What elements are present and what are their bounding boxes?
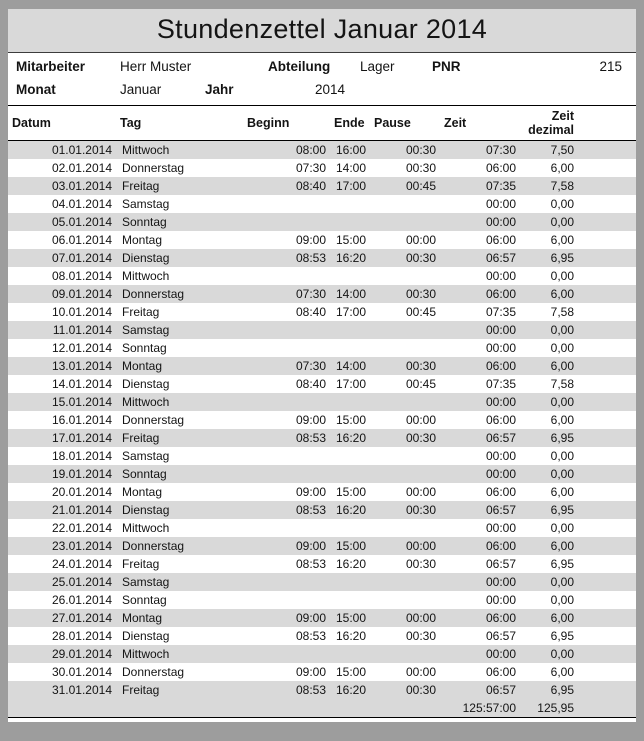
beginn-cell: [243, 393, 330, 411]
pause-cell: 00:00: [405, 484, 436, 499]
zeit-cell: 00:00: [440, 465, 520, 483]
jahr-value: 2014: [315, 82, 346, 98]
ende-cell: 16:20: [335, 556, 366, 571]
jahr-label: Jahr: [205, 82, 234, 98]
pause-cell: [370, 573, 440, 591]
pause-cell: [370, 393, 440, 411]
pause-cell: 00:45: [370, 177, 440, 195]
table-row: [8, 177, 636, 195]
pause-cell: [370, 267, 440, 285]
tag-cell: Samstag: [122, 196, 170, 211]
pause-cell: 00:00: [370, 609, 440, 627]
header-datum: Datum: [8, 106, 116, 141]
table-row: [8, 195, 636, 213]
pause-cell: 00:45: [405, 376, 436, 391]
table-row: [8, 501, 636, 519]
pause-cell: 00:30: [370, 501, 440, 519]
datum-cell: 20.01.2014: [51, 484, 112, 499]
datum-cell: 31.01.2014: [8, 681, 116, 699]
page-title: Stundenzettel Januar 2014: [156, 14, 488, 44]
beginn-cell: [243, 573, 330, 591]
ende-cell: 16:00: [330, 141, 370, 160]
mitarbeiter-label: Mitarbeiter: [16, 59, 86, 75]
zeit-dezimal-cell: 0,00: [550, 448, 574, 463]
table-row: [8, 321, 636, 339]
zeit-dezimal-cell: 0,00: [550, 340, 574, 355]
tag-cell: Donnerstag: [116, 537, 243, 555]
pause-cell: 00:30: [405, 556, 436, 571]
zeit-cell: 00:00: [440, 393, 520, 411]
datum-cell: 28.01.2014: [51, 628, 112, 643]
tag-cell: Samstag: [116, 321, 243, 339]
beginn-cell: 09:00: [295, 484, 326, 499]
beginn-cell: 09:00: [295, 412, 326, 427]
pause-cell: 00:30: [370, 681, 440, 699]
pause-cell: [370, 591, 440, 609]
zeit-dezimal-cell: 0,00: [520, 645, 636, 663]
datum-cell: 27.01.2014: [8, 609, 116, 627]
pause-cell: [370, 519, 440, 537]
ende-cell: 15:00: [330, 609, 370, 627]
beginn-cell: 07:30: [243, 285, 330, 303]
tag-cell: Donnerstag: [122, 412, 185, 427]
ende-cell: [330, 519, 370, 537]
datum-cell: 11.01.2014: [8, 321, 116, 339]
zeit-dezimal-cell: 0,00: [520, 393, 636, 411]
beginn-cell: 09:00: [243, 609, 330, 627]
ende-cell: 16:20: [330, 249, 370, 267]
tag-cell: Montag: [122, 484, 163, 499]
tag-cell: Donnerstag: [116, 285, 243, 303]
table-row: [8, 681, 636, 699]
beginn-cell: [243, 447, 330, 465]
beginn-cell: 08:53: [243, 249, 330, 267]
datum-cell: 12.01.2014: [51, 340, 112, 355]
ende-cell: [330, 393, 370, 411]
zeit-cell: 06:57: [440, 429, 520, 447]
table-row: [8, 447, 636, 465]
ende-cell: 14:00: [335, 160, 366, 175]
zeit-cell: 07:35: [440, 177, 520, 195]
table-row: [8, 519, 636, 537]
beginn-cell: 08:40: [295, 304, 326, 319]
datum-cell: 24.01.2014: [51, 556, 112, 571]
pause-cell: 00:30: [405, 160, 436, 175]
table-row: [8, 555, 636, 573]
zeit-dezimal-cell: 6,00: [520, 285, 636, 303]
tag-cell: Montag: [116, 609, 243, 627]
header-beginn: Beginn: [243, 106, 330, 141]
ende-cell: 15:00: [330, 537, 370, 555]
zeit-cell: 06:57: [440, 681, 520, 699]
tag-cell: Mittwoch: [116, 141, 243, 160]
tag-cell: Dienstag: [122, 376, 170, 391]
ende-cell: 15:00: [335, 232, 366, 247]
pause-cell: 00:30: [370, 429, 440, 447]
beginn-cell: [243, 591, 330, 609]
header-tag: Tag: [116, 106, 243, 141]
zeit-dezimal-cell: 6,00: [520, 537, 636, 555]
zeit-dezimal-cell: 0,00: [550, 592, 574, 607]
beginn-cell: [243, 195, 330, 213]
pause-cell: [370, 195, 440, 213]
abteilung-value: Lager: [360, 59, 395, 75]
zeit-cell: 07:35: [485, 376, 516, 391]
zeit-dezimal-cell: 6,95: [550, 628, 574, 643]
zeit-dezimal-cell: 0,00: [520, 465, 636, 483]
pause-cell: 00:00: [405, 412, 436, 427]
zeit-cell: 00:00: [485, 340, 516, 355]
pause-cell: [370, 339, 440, 357]
beginn-cell: [243, 339, 330, 357]
table-row: [8, 231, 636, 249]
datum-cell: 16.01.2014: [51, 412, 112, 427]
tag-cell: Dienstag: [116, 501, 243, 519]
tag-cell: Mittwoch: [122, 520, 170, 535]
beginn-cell: [243, 267, 330, 285]
ende-cell: [330, 645, 370, 663]
zeit-cell: 06:00: [485, 484, 516, 499]
ende-cell: 16:20: [330, 429, 370, 447]
ende-cell: 14:00: [330, 285, 370, 303]
zeit-cell: 00:00: [440, 573, 520, 591]
tag-cell: Mittwoch: [122, 268, 170, 283]
zeit-cell: 06:57: [485, 556, 516, 571]
pause-cell: 00:30: [405, 628, 436, 643]
beginn-cell: [243, 519, 330, 537]
datum-cell: 15.01.2014: [8, 393, 116, 411]
tag-cell: Donnerstag: [122, 160, 185, 175]
abteilung-label: Abteilung: [268, 59, 331, 75]
zeit-cell: 07:35: [485, 304, 516, 319]
tag-cell: Sonntag: [116, 213, 243, 231]
pause-cell: 00:00: [370, 537, 440, 555]
beginn-cell: 09:00: [295, 664, 326, 679]
ende-cell: 15:00: [335, 664, 366, 679]
tag-cell: Dienstag: [116, 249, 243, 267]
zeit-cell: 00:00: [440, 213, 520, 231]
table-row: [8, 627, 636, 645]
table-row: [8, 339, 636, 357]
zeit-cell: 06:00: [485, 664, 516, 679]
zeit-dezimal-cell: 0,00: [550, 520, 574, 535]
datum-cell: 05.01.2014: [8, 213, 116, 231]
zeit-cell: 06:00: [485, 412, 516, 427]
zeit-cell: 06:00: [440, 357, 520, 375]
ende-cell: 15:00: [335, 412, 366, 427]
zeit-dezimal-cell: 6,95: [520, 681, 636, 699]
pause-cell: 00:30: [370, 141, 440, 160]
table-row: [8, 357, 636, 375]
table-row: [8, 663, 636, 681]
ende-cell: [330, 447, 370, 465]
month-row: [8, 79, 636, 102]
zeit-dezimal-cell: 7,58: [550, 376, 574, 391]
datum-cell: 29.01.2014: [8, 645, 116, 663]
pause-cell: 00:00: [405, 232, 436, 247]
tag-cell: Mittwoch: [116, 645, 243, 663]
ende-cell: 14:00: [330, 357, 370, 375]
datum-cell: 13.01.2014: [8, 357, 116, 375]
zeit-dezimal-cell: 6,00: [550, 664, 574, 679]
zeit-cell: 00:00: [485, 448, 516, 463]
tag-cell: Freitag: [122, 304, 160, 319]
zeit-cell: 06:00: [440, 537, 520, 555]
tag-cell: Sonntag: [122, 592, 167, 607]
zeit-dezimal-cell: 7,58: [550, 304, 574, 319]
employee-row: [8, 56, 636, 79]
tag-cell: Montag: [116, 357, 243, 375]
total-spacer: [370, 699, 440, 718]
table-row: [8, 573, 636, 591]
beginn-cell: 08:00: [243, 141, 330, 160]
total-spacer: [8, 699, 116, 718]
table-header: [8, 106, 636, 141]
pause-cell: 00:30: [370, 357, 440, 375]
zeit-cell: 00:00: [485, 268, 516, 283]
datum-cell: 17.01.2014: [8, 429, 116, 447]
table-row: [8, 249, 636, 267]
datum-cell: 30.01.2014: [51, 664, 112, 679]
table-row: [8, 393, 636, 411]
title-bar: [8, 9, 636, 53]
beginn-cell: [243, 213, 330, 231]
zeit-cell: 06:00: [440, 285, 520, 303]
total-row: [8, 699, 636, 718]
beginn-cell: 07:30: [295, 160, 326, 175]
tag-cell: Samstag: [122, 448, 170, 463]
pause-cell: [370, 645, 440, 663]
ende-cell: [330, 573, 370, 591]
pause-cell: 00:30: [370, 249, 440, 267]
employee-info-section: [8, 53, 636, 105]
table-row: [8, 645, 636, 663]
zeit-dezimal-cell: 6,95: [520, 429, 636, 447]
datum-cell: 02.01.2014: [51, 160, 112, 175]
pause-cell: 00:00: [405, 664, 436, 679]
pnr-label: PNR: [432, 59, 461, 75]
zeit-cell: 06:57: [440, 249, 520, 267]
header-zeit: Zeit: [440, 106, 520, 141]
ende-cell: [330, 321, 370, 339]
datum-cell: 04.01.2014: [51, 196, 112, 211]
ende-cell: 16:20: [330, 681, 370, 699]
total-zeit-dezimal-cell: 125,95: [520, 699, 636, 718]
zeit-dezimal-cell: 6,00: [520, 609, 636, 627]
table-row: [8, 375, 636, 393]
beginn-cell: [243, 465, 330, 483]
zeit-dezimal-cell: 6,00: [550, 484, 574, 499]
beginn-cell: 08:53: [243, 501, 330, 519]
pause-cell: [370, 213, 440, 231]
table-row: [8, 591, 636, 609]
zeit-cell: 06:57: [440, 501, 520, 519]
ende-cell: 17:00: [335, 304, 366, 319]
tag-cell: Dienstag: [122, 628, 170, 643]
desktop-background: [0, 9, 644, 741]
zeit-cell: 06:00: [485, 232, 516, 247]
tag-cell: Sonntag: [116, 465, 243, 483]
tag-cell: Freitag: [116, 177, 243, 195]
zeit-dezimal-cell: 7,58: [520, 177, 636, 195]
zeit-dezimal-cell: 0,00: [520, 321, 636, 339]
ende-cell: 15:00: [335, 484, 366, 499]
table-row: [8, 159, 636, 177]
table-row: [8, 267, 636, 285]
header-ende: Ende: [330, 106, 370, 141]
timesheet-table: [8, 105, 636, 718]
datum-cell: 26.01.2014: [51, 592, 112, 607]
zeit-cell: 00:00: [440, 645, 520, 663]
zeit-dezimal-cell: 6,00: [550, 232, 574, 247]
table-row: [8, 483, 636, 501]
monat-value: Januar: [120, 82, 162, 98]
datum-cell: 09.01.2014: [8, 285, 116, 303]
tag-cell: Freitag: [116, 681, 243, 699]
table-row: [8, 411, 636, 429]
datum-cell: 22.01.2014: [51, 520, 112, 535]
datum-cell: 10.01.2014: [51, 304, 112, 319]
table-row: [8, 537, 636, 555]
zeit-dezimal-cell: 0,00: [550, 268, 574, 283]
zeit-cell: 07:30: [440, 141, 520, 160]
datum-cell: 14.01.2014: [51, 376, 112, 391]
datum-cell: 18.01.2014: [51, 448, 112, 463]
table-row: [8, 141, 636, 160]
zeit-dezimal-cell: 0,00: [520, 213, 636, 231]
timesheet-page: [8, 9, 636, 722]
ende-cell: 17:00: [335, 376, 366, 391]
beginn-cell: 08:53: [243, 429, 330, 447]
pause-cell: [370, 321, 440, 339]
zeit-dezimal-cell: 0,00: [520, 573, 636, 591]
tag-cell: Montag: [122, 232, 163, 247]
ende-cell: 16:20: [330, 501, 370, 519]
beginn-cell: 08:40: [243, 177, 330, 195]
ende-cell: [330, 195, 370, 213]
table-row: [8, 609, 636, 627]
zeit-cell: 00:00: [485, 520, 516, 535]
zeit-cell: 00:00: [485, 592, 516, 607]
ende-cell: [330, 339, 370, 357]
datum-cell: 23.01.2014: [8, 537, 116, 555]
table-row: [8, 303, 636, 321]
table-row: [8, 465, 636, 483]
zeit-dezimal-cell: 6,95: [520, 249, 636, 267]
tag-cell: Freitag: [116, 429, 243, 447]
zeit-cell: 06:57: [485, 628, 516, 643]
beginn-cell: [243, 321, 330, 339]
header-zeit-dezimal: Zeit dezimal: [520, 106, 636, 141]
total-spacer: [330, 699, 370, 718]
zeit-dezimal-cell: 0,00: [550, 196, 574, 211]
zeit-dezimal-cell: 6,00: [550, 412, 574, 427]
tag-cell: Sonntag: [122, 340, 167, 355]
datum-cell: 25.01.2014: [8, 573, 116, 591]
beginn-cell: 09:00: [243, 537, 330, 555]
datum-cell: 07.01.2014: [8, 249, 116, 267]
table-row: [8, 213, 636, 231]
zeit-cell: 00:00: [485, 196, 516, 211]
beginn-cell: 08:53: [243, 681, 330, 699]
ende-cell: [330, 267, 370, 285]
header-row: [8, 106, 636, 141]
ende-cell: 16:20: [335, 628, 366, 643]
beginn-cell: 08:53: [295, 628, 326, 643]
table-footer: [8, 699, 636, 718]
tag-cell: Samstag: [116, 573, 243, 591]
datum-cell: 21.01.2014: [8, 501, 116, 519]
timesheet-body: [8, 141, 636, 700]
zeit-dezimal-cell: 6,95: [520, 501, 636, 519]
tag-cell: Donnerstag: [122, 664, 185, 679]
zeit-cell: 06:00: [485, 160, 516, 175]
zeit-dezimal-cell: 6,95: [550, 556, 574, 571]
total-zeit-cell: 125:57:00: [440, 699, 520, 718]
ende-cell: [330, 213, 370, 231]
zeit-cell: 00:00: [440, 321, 520, 339]
ende-cell: [330, 591, 370, 609]
zeit-cell: 06:00: [440, 609, 520, 627]
tag-cell: Mittwoch: [116, 393, 243, 411]
beginn-cell: 08:40: [295, 376, 326, 391]
zeit-dezimal-cell: 7,50: [520, 141, 636, 160]
datum-cell: 19.01.2014: [8, 465, 116, 483]
pause-cell: [370, 447, 440, 465]
tag-cell: Freitag: [122, 556, 160, 571]
datum-cell: 03.01.2014: [8, 177, 116, 195]
total-spacer: [243, 699, 330, 718]
table-row: [8, 285, 636, 303]
ende-cell: [330, 465, 370, 483]
beginn-cell: [243, 645, 330, 663]
pause-cell: [370, 465, 440, 483]
beginn-cell: 09:00: [295, 232, 326, 247]
header-pause: Pause: [370, 106, 440, 141]
datum-cell: 08.01.2014: [51, 268, 112, 283]
zeit-dezimal-cell: 6,00: [550, 160, 574, 175]
pause-cell: 00:30: [370, 285, 440, 303]
table-row: [8, 429, 636, 447]
total-spacer: [116, 699, 243, 718]
datum-cell: 06.01.2014: [51, 232, 112, 247]
pnr-value: 215: [599, 59, 622, 75]
zeit-dezimal-cell: 6,00: [520, 357, 636, 375]
monat-label: Monat: [16, 82, 56, 98]
beginn-cell: 07:30: [243, 357, 330, 375]
beginn-cell: 08:53: [295, 556, 326, 571]
datum-cell: 01.01.2014: [8, 141, 116, 160]
ende-cell: 17:00: [330, 177, 370, 195]
pause-cell: 00:45: [405, 304, 436, 319]
mitarbeiter-value: Herr Muster: [120, 59, 192, 75]
